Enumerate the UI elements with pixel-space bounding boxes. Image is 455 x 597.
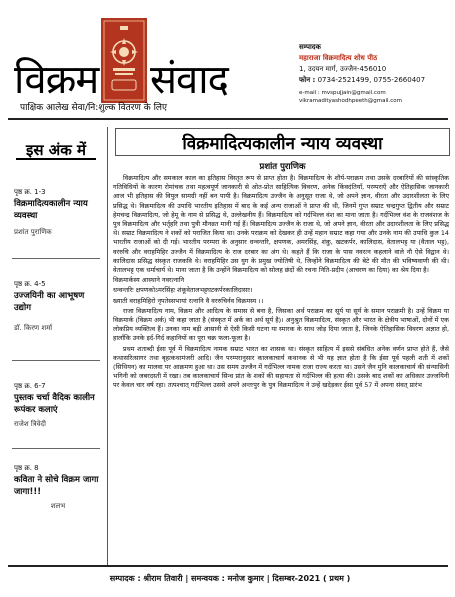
publisher-info xyxy=(299,42,449,105)
masthead-title-left: विक्रम xyxy=(14,57,99,103)
article-body xyxy=(113,174,449,564)
masthead-title-right: संवाद xyxy=(150,57,228,103)
article-title: विक्रमादित्यकालीन न्याय व्यवस्था xyxy=(182,134,383,154)
toc-title: पुस्तक चर्चा वैदिक कालीन रूपंकर कलाएं xyxy=(14,393,95,415)
toc-author: डॉ. किरण शर्मा xyxy=(14,324,53,332)
article-verse-line: धन्वन्तरिः क्षपणकोऽमरसिंहः शंकूवेतालभट्टघटकर्परकालिदासाः। xyxy=(113,286,253,295)
email-address-secondary[interactable]: vikramadityashodhpeeth@gmail.com xyxy=(299,98,402,104)
article-verse-heading: विक्रमार्कस्य आस्थाने नवरत्नानि xyxy=(113,276,185,285)
emblem-logo xyxy=(101,18,147,103)
toc-page: पृष्ठ क्र. 6-7 xyxy=(14,382,46,390)
publisher-heading: सम्पादक xyxy=(299,43,321,51)
toc-title: उज्जयिनी का आभूषण उद्योग xyxy=(14,291,85,313)
toc-author: राजेश त्रिवेदी xyxy=(14,420,46,428)
email-label: e-mail : xyxy=(299,90,320,96)
toc-author: प्रशांत पुराणिक xyxy=(14,228,52,236)
article-paragraph: विक्रमादित्य और समकाल काल का इतिहास विस्तृत रूप से प्राप्त होता है। विक्रमादित्य के शौर्य-पराक्रम तथा उसके दरबारियों की सांस्कृतिक गतिविधियों के कारण रोमांचक तथा महत्वपूर्ण जानकारी से ओत-प्रोत साहित्यिक विवरण, अनेक किंवदंतियाँ, परम्पराएँ और ऐतिहासिक जानकारी आज भी इतिहास की विपुल सामग्री नहीं बन पायी है। विक्रमादित्य उज्जैन के अनुसूत राजा थे, जो अपने ज्ञान, वीरता और उदारशीलता के लिए प्रसिद्ध थे। विक्रमादित्य की उपाधि भारतीय इतिहास में बाद के कई अन्य राजाओं ने प्राप्त की थी, जिनमें गुप्त सम्राट चन्द्रगुप्त द्वितीय और सम्राट हेमचन्द्र विक्रमादित्य, जो हेमू के नाम से प्रसिद्ध थे, उल्लेखनीय हैं। विक्रमादित्य को गर्दभिल्ल वंश का माना जाता है। गर्दभिल्ल वंश के राजवंशज के पुत्र विक्रमादित्य और भर्तृहरि तथा पुत्री मौनव्रत मानी गई हैं। विक्रमादित्य उज्जैन के राजा थे, जो अपने ज्ञान, वीरता और उदारशीलता के लिए प्रसिद्ध थे। सम्राट विक्रमादित्य ने शकों को पराजित किया था। उनके पराक्रम को देखकर ही उन्हें महान सम्राट कहा गया और उनके नाम की उपाधि कुल 14 भारतीय राजाओं को दी गई। भारतीय परम्परा के अनुसार धन्वन्तरि, क्षपणक, अमरसिंह, शंकु, खटकर्पर, कालिदास, वेतालभट्ट या (वैताल भट्ट), वररुचि और वराहमिहिर उज्जैन में विक्रमादित्य के राज दरबार का अंग थे। कहते हैं कि राजा के पास नवरत्न कहलाने वाले नौ ऐसे विद्वान थे। कालिदास प्रसिद्ध संस्कृत राजकवि थे। वराहमिहिर उस युग के प्रमुख ज्योतिषी थे, जिन्होंने विक्रमादित्य की बेटे की मौत की भविष्यवाणी की थी। वेतालभट्ट एक धर्माचार्य थे। माना जाता है कि उन्होंने विक्रमादित्य को सोलह छंदों की रचना निति-प्रदीप (आचरण का दिया) का श्रेय दिया है। xyxy=(113,174,449,275)
phone-label: फोन : xyxy=(299,76,316,84)
toc-item[interactable] xyxy=(14,186,102,238)
toc-item[interactable] xyxy=(14,278,102,334)
toc-divider xyxy=(12,360,100,361)
article-paragraph: राजा विक्रमादित्य नाम, विक्रम और आदित्य के समास से बना है, जिसका अर्थ पराक्रम का सूर्य या सूर्य के समान पराक्रमी है। उन्हें विक्रम या विक्रमार्क (विक्रम अर्क) भी कहा जाता है (संस्कृत में अर्क का अर्थ सूर्य है)। अनुश्रुत विक्रमादित्य, संस्कृत और भारत के क्षेत्रीय भाषाओं, दोनों में एक लोकप्रिय व्यक्तित्व हैं। उनका नाम बड़ी आसानी से ऐसी किसी घटना या स्मारक के साथ जोड़ दिया जाता है, जिनके ऐतिहासिक विवरण अज्ञात हो, हालाँकि उनके इर्द-गिर्द कहानियों का पूरा चक्र फला-फूला है। xyxy=(113,306,449,343)
article-paragraph: प्रथम शताब्दी ईसा पूर्व में विक्रमादित्य नामक सम्राट भारत का शासक था। संस्कृत साहित्य में इससे संबंधित अनेक वर्णन प्राप्त होते हैं, जैसे कथासरित्सागर तथा बृहत्कथामंजरी आदि। जैन परम्परानुसार कालकाचार्य कथानक से भी यह ज्ञात होता है कि ईसा पूर्व पहली शती में शकों (सिथियन) का मालवा पर आक्रमण हुआ था। उस समय उज्जैन में गर्दभिल्ल नामक राजा राज्य करता था। उसने जैन मुनि कालकाचार्य की संन्यासिनी भगिनी को जबरदस्ती में रखा। तब कालकाचार्य सिन्ध प्रांत के शकों की सहायता से गर्दभिल्ल की हत्या की। उसके बाद शकों का अधिकार उज्जयिनी पर केवल चार वर्ष रहा। तत्पश्चात् गर्दभिल्ल उससे अपने अन्तःपुर के पुत्र विक्रमादित्य ने उन्हें खदेड़कर ईसा पूर्व 57 में अपना संवत् प्रारंभ xyxy=(113,344,449,390)
column-divider xyxy=(107,127,108,567)
sidebar-heading: इस अंक में xyxy=(26,141,86,159)
masthead-tagline: पाक्षिक आलेख सेवा/नि:शुल्क वितरण के लिए xyxy=(20,103,167,113)
article-verse-line: ख्याती वराहमिहिरो नृपतेस्सभायां रत्नानि वै वररुचिर्नव विक्रमस्य ।। xyxy=(113,296,264,305)
toc-title: कविता ने सोचे विक्रम जागा जागा!!! xyxy=(14,475,99,497)
toc-divider xyxy=(12,448,100,449)
toc-page: पृष्ठ क्र. 8 xyxy=(14,464,39,472)
article-author: प्रशांत पुराणिक xyxy=(259,162,306,172)
email-address[interactable]: mvspujjain@gmail.com xyxy=(321,90,386,96)
toc-item[interactable] xyxy=(14,462,102,512)
footer-divider xyxy=(8,565,448,567)
footer-credits: सम्पादक : श्रीराम तिवारी | समन्वयक : मनोज कुमार | दिसम्बर-2021 ( प्रथम ) xyxy=(109,574,351,583)
toc-title: विक्रमादित्यकालीन न्याय व्यवस्था xyxy=(14,199,88,221)
toc-divider xyxy=(12,258,100,259)
toc-item[interactable] xyxy=(14,380,102,430)
publisher-org: महाराजा विक्रमादित्य शोध पीठ xyxy=(299,54,378,62)
toc-author: शलभ xyxy=(50,502,66,510)
toc-page: पृष्ठ क्र. 4-5 xyxy=(14,280,46,288)
masthead-divider xyxy=(8,118,448,120)
sidebar-heading-underline xyxy=(16,158,96,160)
toc-page: पृष्ठ क्र. 1-3 xyxy=(14,188,46,196)
publisher-address: 1, उदयन मार्ग, उज्जैन-456010 xyxy=(299,65,387,73)
phone-number: 0734-2521499, 0755-2660407 xyxy=(317,76,426,84)
